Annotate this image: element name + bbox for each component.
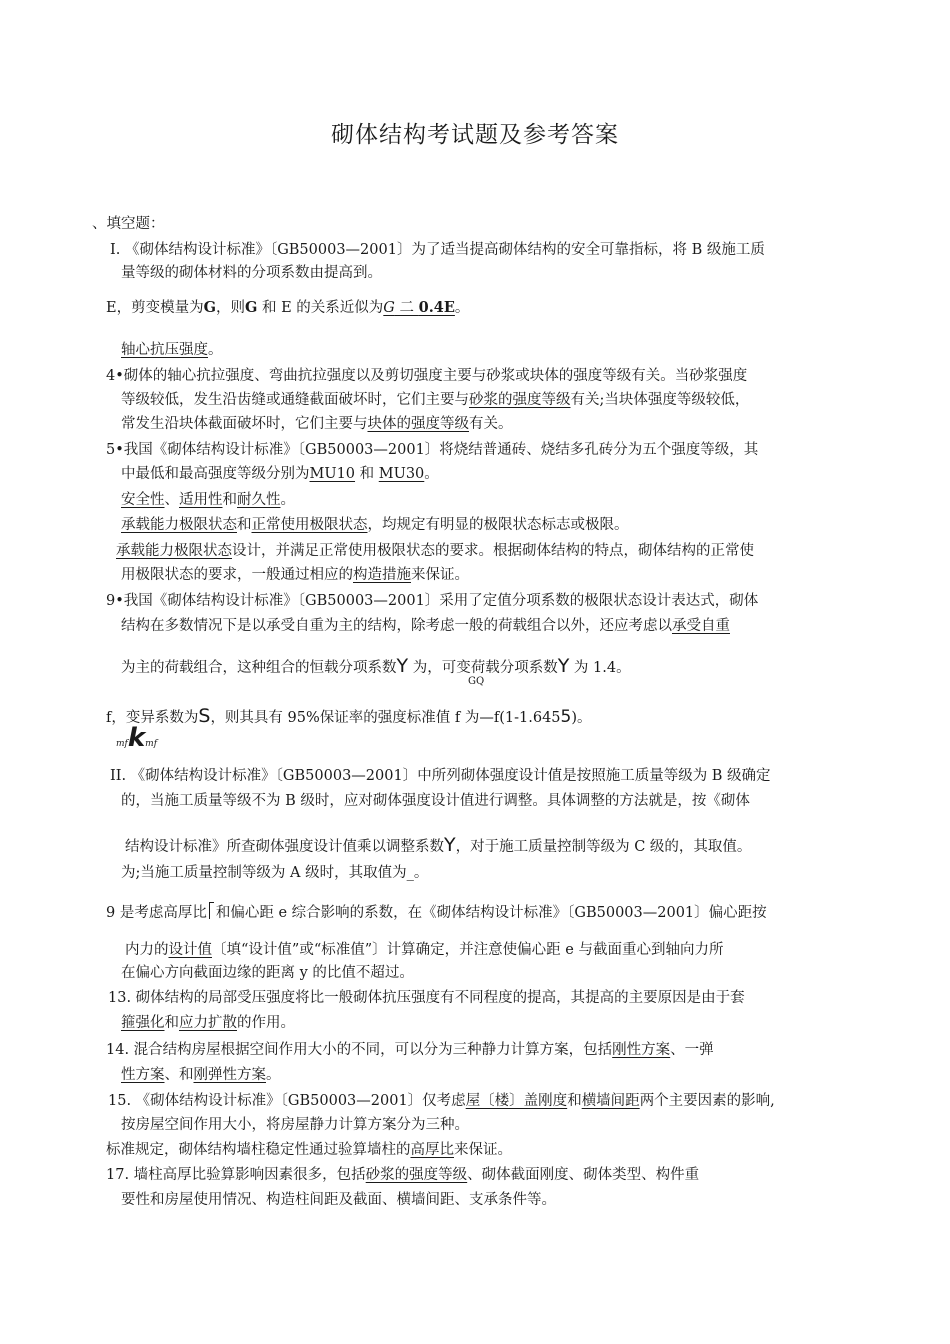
q10-line [106, 706, 592, 728]
q9-l3-text: 为主的荷载组合，这种组合的恒载分项系数 [121, 660, 397, 676]
q4-line-2 [121, 390, 749, 410]
q6-answer-1: 安全性 [121, 492, 165, 508]
q4-answer-2: 块体的强度等级 [367, 416, 469, 432]
section-heading: 、填空题： [92, 216, 165, 232]
q11-gamma: Y [444, 834, 456, 856]
q5-l2-and: 和 [355, 466, 379, 482]
q4-l3-tail: 有关。 [469, 416, 513, 432]
q11-line-1: II. 《砌体结构设计标准》〔GB50003—2001〕中所列砌体强度设计值是按照施工质量等级为 B 级确定 [110, 768, 771, 784]
q4-line-1: 4•砌体的轴心抗拉强度、弯曲抗拉强度以及剪切强度主要与砂浆或块体的强度等级有关。当砂浆强度 [106, 368, 748, 384]
q4-l2-tail: 有关;当块体强度等级较低， [570, 392, 750, 408]
q5-l2-text: 中最低和最高强度等级分别为 [121, 466, 310, 482]
q5-answer-2: MU30 [378, 466, 425, 482]
q10-k-formula [116, 724, 157, 758]
q6-answer-3: 耐久性 [237, 492, 281, 508]
q11-line-4: 为;当施工质量控制等级为 A 级时，其取值为_。 [121, 865, 429, 881]
q10-l1-end: )。 [571, 710, 592, 726]
q9-answer: 承受自重 [672, 618, 730, 634]
q10-k-pre: mf [116, 739, 128, 749]
q4-l2-text: 等级较低，发生沿齿缝或通缝截面破坏时，它们主要与 [121, 392, 469, 408]
q8-line-1 [116, 541, 754, 561]
q8-line-2 [121, 565, 469, 585]
q2-line [106, 298, 469, 318]
q12-line-1 [106, 902, 767, 923]
q7-line [121, 515, 629, 535]
q12-line-2 [125, 940, 723, 960]
q13-sep: 和 [164, 1015, 179, 1031]
q15-answer-1: 屋〔楼〕盖刚度 [465, 1093, 568, 1109]
q7-end: ，均规定有明显的极限状态标志或极限。 [367, 517, 629, 533]
q9-l3-end: 为 1.4。 [569, 660, 631, 676]
q14-l1-text: 14. 混合结构房屋根据空间作用大小的不同，可以分为三种静力计算方案，包括 [106, 1042, 613, 1058]
q7-answer-2: 正常使用极限状态 [251, 517, 368, 533]
q6-sep-2: 和 [222, 492, 237, 508]
q3-end: 。 [208, 342, 223, 358]
q14-sep: 、和 [164, 1067, 194, 1083]
q2-formula-g: G [383, 300, 395, 316]
q15-answer-2: 横墙间距 [581, 1093, 640, 1109]
q10-l1-mid: ，则其具有 95%保证率的强度标准值 f 为—f(1-1.645 [210, 710, 561, 726]
q6-end: 。 [280, 492, 295, 508]
q8-l1-text: 设计，并满足正常使用极限状态的要求。根据砌体结构的特点，砌体结构的正常使 [232, 543, 754, 559]
document-title: 砌体结构考试题及参考答案 [331, 122, 619, 148]
beta-symbol-icon [209, 902, 214, 919]
q14-line-2 [121, 1065, 281, 1085]
q8-answer-1: 承载能力极限状态 [116, 543, 232, 559]
q12-l1-tail: 和偏心距 e 综合影响的系数，在《砌体结构设计标准》〔GB50003—2001〕偏心距按 [215, 905, 767, 921]
q11-l3-text: 结构设计标准》所查砌体强度设计值乘以调整系数 [125, 839, 444, 855]
q5-answer-1: MU10 [309, 466, 356, 482]
q4-line-3 [121, 414, 513, 434]
q3-line [121, 340, 223, 360]
q17-line-1 [106, 1165, 699, 1185]
q17-answer: 砂浆的强度等级 [365, 1167, 468, 1183]
q14-answer-3: 刚弹性方案 [193, 1067, 266, 1083]
q8-answer-2: 构造措施 [353, 567, 411, 583]
q13-end: 的作用。 [237, 1015, 295, 1031]
q9-l2-text: 结构在多数情况下是以承受自重为主的结构，除考虑一般的荷载组合以外，还应考虑以 [121, 618, 672, 634]
q17-l1-tail: 、砌体截面刚度、砌体类型、构件重 [467, 1167, 700, 1183]
q4-l3-text: 常发生沿块体截面破坏时，它们主要与 [121, 416, 368, 432]
q15-line-2: 按房屋空间作用大小，将房屋静力计算方案分为三种。 [121, 1117, 469, 1133]
q1-line-2: 量等级的砌体材料的分项系数由提高到。 [121, 265, 382, 281]
q12-l2-tail: 〔填“设计值”或“标准值”〕计算确定，并注意使偏心距 e 与截面重心到轴向力所 [212, 942, 724, 958]
q12-line-3: 在偏心方向截面边缘的距离 y 的比值不超过。 [121, 965, 414, 981]
q2-formula-value: 0.4E [418, 299, 455, 316]
q9-gamma-q: Y [557, 655, 570, 677]
q11-l3-mid: ，对于施工质量控制等级为 C 级的，其取值 [455, 839, 737, 855]
q10-k-post: mf [145, 739, 158, 749]
q15-l1-tail: 两个主要因素的影响, [639, 1093, 775, 1109]
q2-g1: G [203, 299, 216, 316]
q9-gamma-g: Y [396, 655, 409, 677]
q11-l3-end: 。 [736, 839, 752, 855]
q5-line-2 [121, 464, 439, 484]
q14-end: 。 [266, 1067, 281, 1083]
q10-l1-text: f，变异系数为 [106, 710, 199, 726]
q10-s-symbol: S [198, 705, 211, 727]
q10-k-symbol: k [127, 723, 146, 753]
q13-answer-2: 应力扩散 [179, 1015, 237, 1031]
q1-line-1: I. 《砌体结构设计标准》〔GB50003—2001〕为了适当提高砌体结构的安全可靠指标，将 B 级施工质 [110, 242, 765, 258]
q14-answer-2: 性方案 [121, 1067, 165, 1083]
q13-answer-1: 箍强化 [121, 1015, 165, 1031]
q16-answer: 高厚比 [410, 1142, 454, 1158]
q7-sep: 和 [237, 517, 252, 533]
q4-answer-1: 砂浆的强度等级 [469, 392, 571, 408]
q12-l1-text: 9 是考虑高厚比 [106, 905, 207, 921]
q5-l2-end: 。 [424, 466, 439, 482]
q9-line-1: 9•我国《砌体结构设计标准》〔GB50003—2001〕采用了定值分项系数的极限状态设计表达式，砌体 [106, 593, 759, 609]
q12-l2-text: 内力的 [125, 942, 169, 958]
q2-pre: E，剪变模量为 [106, 300, 204, 316]
q17-line-2: 要性和房屋使用情况、构造柱间距及截面、横墙间距、支承条件等。 [121, 1192, 556, 1208]
q16-line [106, 1140, 512, 1160]
q11-line-3 [125, 835, 751, 857]
q2-mid2: 和 E 的关系近似为 [257, 300, 384, 316]
q11-line-2: 的，当施工质量等级不为 B 级时，应对砌体强度设计值进行调整。具体调整的方法就是，按《砌体 [121, 793, 750, 809]
q2-mid: ，则 [215, 300, 245, 316]
q14-line-1 [106, 1040, 714, 1060]
q12-answer: 设计值 [168, 942, 212, 958]
q8-l2-text: 用极限状态的要求，一般通过相应的 [121, 567, 353, 583]
q15-sep: 和 [567, 1093, 582, 1109]
q6-line [121, 490, 295, 510]
q17-l1-text: 17. 墙柱高厚比验算影响因素很多，包括 [106, 1167, 366, 1183]
q7-answer-1: 承载能力极限状态 [121, 517, 237, 533]
q8-l2-tail: 来保证。 [411, 567, 469, 583]
q6-answer-2: 适用性 [179, 492, 223, 508]
q9-line-2 [121, 616, 730, 636]
q2-end: 。 [454, 300, 470, 316]
q15-line-1 [108, 1091, 775, 1111]
q13-line-2 [121, 1013, 295, 1033]
q6-sep-1: 、 [164, 492, 179, 508]
q14-l1-tail: 、一弹 [670, 1042, 714, 1058]
q3-answer: 轴心抗压强度 [121, 342, 208, 358]
q15-l1-text: 15. 《砌体结构设计标准》〔GB50003—2001〕仅考虑 [108, 1093, 466, 1109]
q9-subscript-gq: GQ [468, 676, 485, 687]
q10-five: 5 [560, 707, 572, 727]
q16-l1-text: 标准规定，砌体结构墙柱稳定性通过验算墙柱的 [106, 1142, 411, 1158]
q2-g2: G [244, 299, 258, 316]
q9-line-3 [121, 656, 631, 678]
q13-line-1: 13. 砌体结构的局部受压强度将比一般砌体抗压强度有不同程度的提高，其提高的主要原因是由于套 [108, 990, 745, 1006]
q9-l3-mid: 为，可变荷载分项系数 [408, 660, 558, 676]
q2-formula-eq: 二 [394, 300, 419, 316]
q14-answer-1: 刚性方案 [612, 1042, 671, 1058]
q16-l1-tail: 来保证。 [454, 1142, 512, 1158]
q5-line-1: 5•我国《砌体结构设计标准》〔GB50003—2001〕将烧结普通砖、烧结多孔砖分为五个强度等级，其 [106, 442, 759, 458]
